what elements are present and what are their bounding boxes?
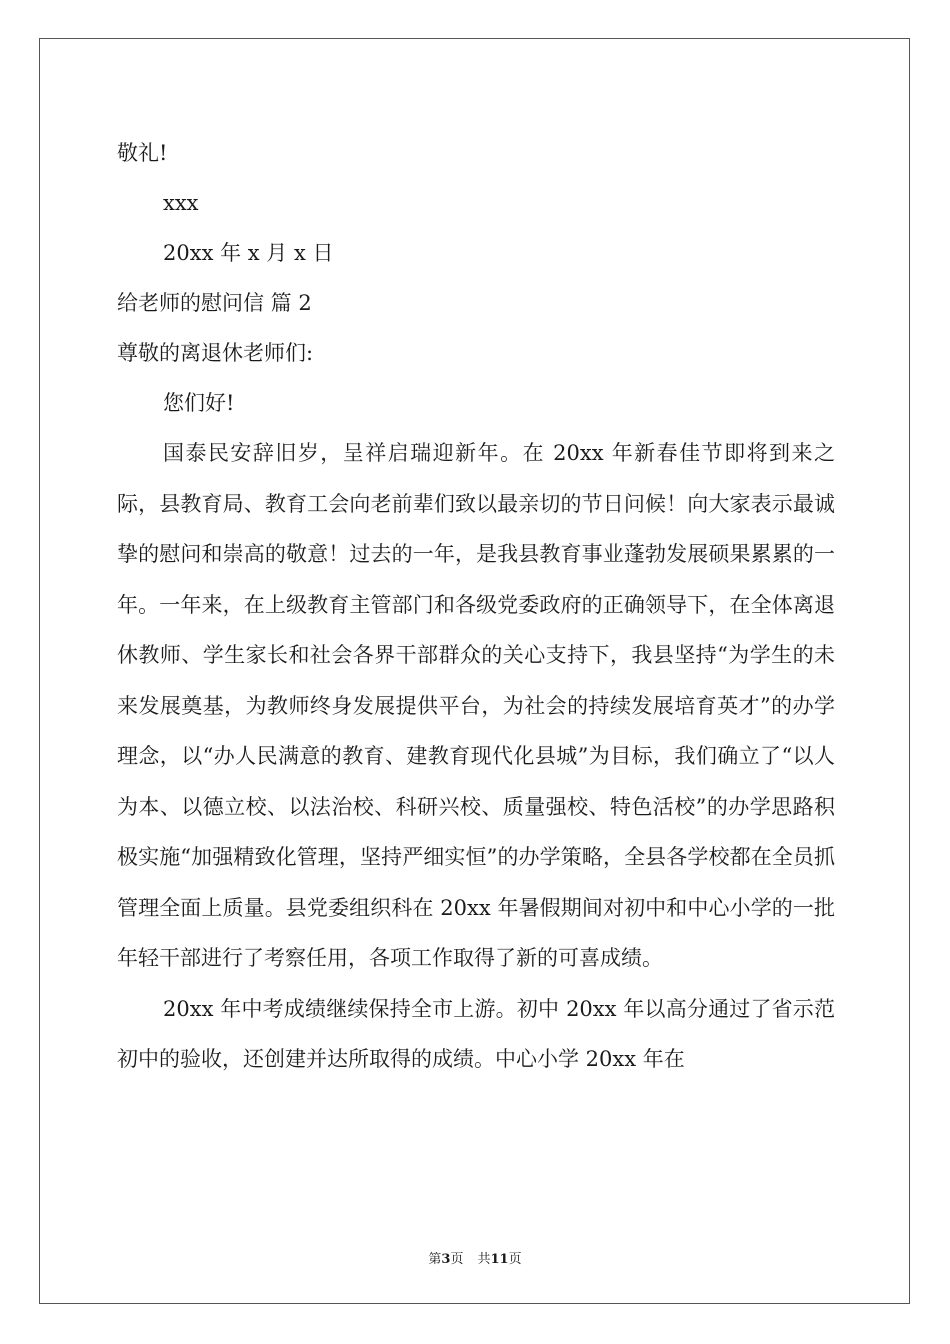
current-page-number: 3 <box>441 1252 451 1267</box>
page-footer <box>0 1248 950 1267</box>
signature: xxx <box>163 191 199 215</box>
body-paragraph: 国泰民安辞旧岁，呈祥启瑞迎新年。在 20xx 年新春佳节即将到来之际，县教育局、教育工会向老前辈们致以最亲切的节日问候！向大家表示最诚挚的慰问和崇高的敬意！过去的一年，是我县教育事业蓬勃发展硕果累累的一年。一年来，在上级教育主管部门和各级党委政府的正确领导下，在全体离退休教师、学生家长和社会各界干部群众的关心支持下，我县坚持“为学生的未来发展奠基，为教师终身发展提供平台，为社会的持续发展培育英才”的办学理念，以“办人民满意的教育、建教育现代化县城”为目标，我们确立了“以人为本、以德立校、以法治校、科研兴校、质量强校、特色活校”的办学思路积极实施“加强精致化管理，坚持严细实恒”的办学策略，全县各学校都在全员抓管理全面上质量。县党委组织科在 20xx 年暑假期间对初中和中心小学的一批年轻干部进行了考察任用，各项工作取得了新的可喜成绩。 <box>117 441 835 970</box>
document-body <box>117 128 835 1085</box>
page-suffix: 页 <box>450 1252 464 1267</box>
body-paragraph: 20xx 年中考成绩继续保持全市上游。初中 20xx 年以高分通过了省示范初中的验收，还创建并达所取得的成绩。中心小学 20xx 年在 <box>117 996 835 1071</box>
page-prefix: 第 <box>428 1252 442 1267</box>
total-suffix: 页 <box>508 1252 522 1267</box>
greeting: 您们好! <box>163 391 235 415</box>
total-page-count: 11 <box>490 1252 509 1267</box>
letter-date: 20xx 年 x 月 x 日 <box>163 241 334 265</box>
total-prefix: 共 <box>477 1252 491 1267</box>
section-title: 给老师的慰问信 篇 2 <box>117 291 312 315</box>
salutation: 尊敬的离退休老师们: <box>117 341 314 365</box>
closing-salute: 敬礼! <box>117 141 168 165</box>
